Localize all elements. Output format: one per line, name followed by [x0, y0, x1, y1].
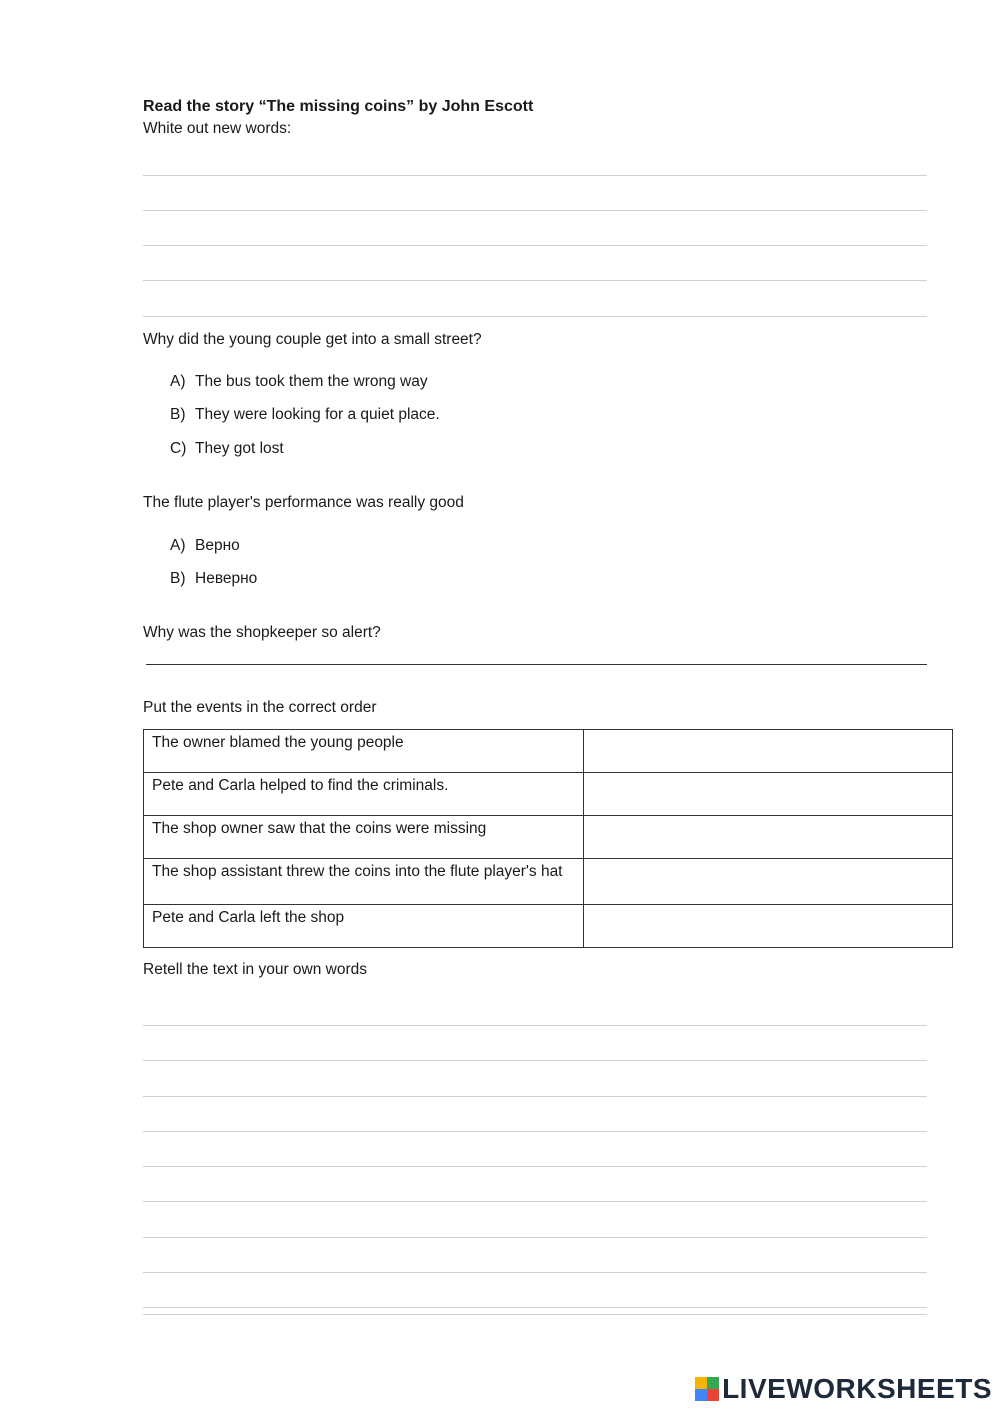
option-text: Верно [195, 537, 240, 554]
logo-mark-icon [695, 1377, 719, 1401]
option-letter: C) [170, 440, 187, 457]
table-row [144, 773, 953, 816]
question-3-answer-line[interactable] [146, 664, 927, 665]
table-row [144, 730, 953, 773]
option-text: The bus took them the wrong way [195, 373, 428, 390]
writing-line[interactable] [143, 1025, 927, 1026]
order-table [143, 729, 953, 948]
question-1-option-a[interactable] [170, 372, 428, 392]
question-1-prompt: Why did the young couple get into a small street? [143, 331, 482, 348]
writing-line[interactable] [143, 1307, 927, 1308]
writing-line[interactable] [143, 1314, 927, 1315]
writing-line[interactable] [143, 316, 927, 317]
writing-line[interactable] [143, 1201, 927, 1202]
event-text: Pete and Carla left the shop [144, 905, 584, 948]
retell-prompt: Retell the text in your own words [143, 961, 367, 978]
option-letter: A) [170, 537, 186, 554]
writing-line[interactable] [143, 245, 927, 246]
writing-line[interactable] [143, 1272, 927, 1273]
option-letter: B) [170, 570, 186, 587]
writing-line[interactable] [143, 280, 927, 281]
logo-square [695, 1389, 707, 1401]
writing-line[interactable] [143, 1060, 927, 1061]
table-row [144, 905, 953, 948]
logo-square [695, 1377, 707, 1389]
option-letter: B) [170, 406, 186, 423]
writing-line[interactable] [143, 1131, 927, 1132]
order-task-prompt: Put the events in the correct order [143, 699, 377, 716]
writing-line[interactable] [143, 1237, 927, 1238]
liveworksheets-logo [695, 1373, 992, 1405]
order-input-cell[interactable] [584, 859, 953, 905]
order-input-cell[interactable] [584, 773, 953, 816]
event-text: Pete and Carla helped to find the criminals. [144, 773, 584, 816]
writing-line[interactable] [143, 1166, 927, 1167]
option-text: They got lost [195, 440, 284, 457]
question-2-prompt: The flute player's performance was really good [143, 494, 464, 511]
logo-text: LIVEWORKSHEETS [722, 1373, 992, 1404]
page-title: Read the story “The missing coins” by John Escott [143, 98, 534, 115]
writing-line[interactable] [143, 175, 927, 176]
question-3-prompt: Why was the shopkeeper so alert? [143, 624, 381, 641]
option-letter: A) [170, 373, 186, 390]
table-row [144, 816, 953, 859]
logo-square [707, 1389, 719, 1401]
order-input-cell[interactable] [584, 816, 953, 859]
question-1-option-b[interactable] [170, 405, 440, 425]
event-text: The owner blamed the young people [144, 730, 584, 773]
question-1-option-c[interactable] [170, 439, 284, 459]
event-text: The shop assistant threw the coins into the flute player's hat [144, 859, 584, 905]
option-text: They were looking for a quiet place. [195, 406, 440, 423]
question-2-option-b[interactable] [170, 569, 257, 589]
table-row [144, 859, 953, 905]
writing-line[interactable] [143, 1096, 927, 1097]
logo-square [707, 1377, 719, 1389]
order-input-cell[interactable] [584, 730, 953, 773]
order-input-cell[interactable] [584, 905, 953, 948]
question-2-option-a[interactable] [170, 536, 240, 556]
event-text: The shop owner saw that the coins were missing [144, 816, 584, 859]
writing-line[interactable] [143, 210, 927, 211]
option-text: Неверно [195, 570, 258, 587]
new-words-instruction: White out new words: [143, 120, 292, 137]
